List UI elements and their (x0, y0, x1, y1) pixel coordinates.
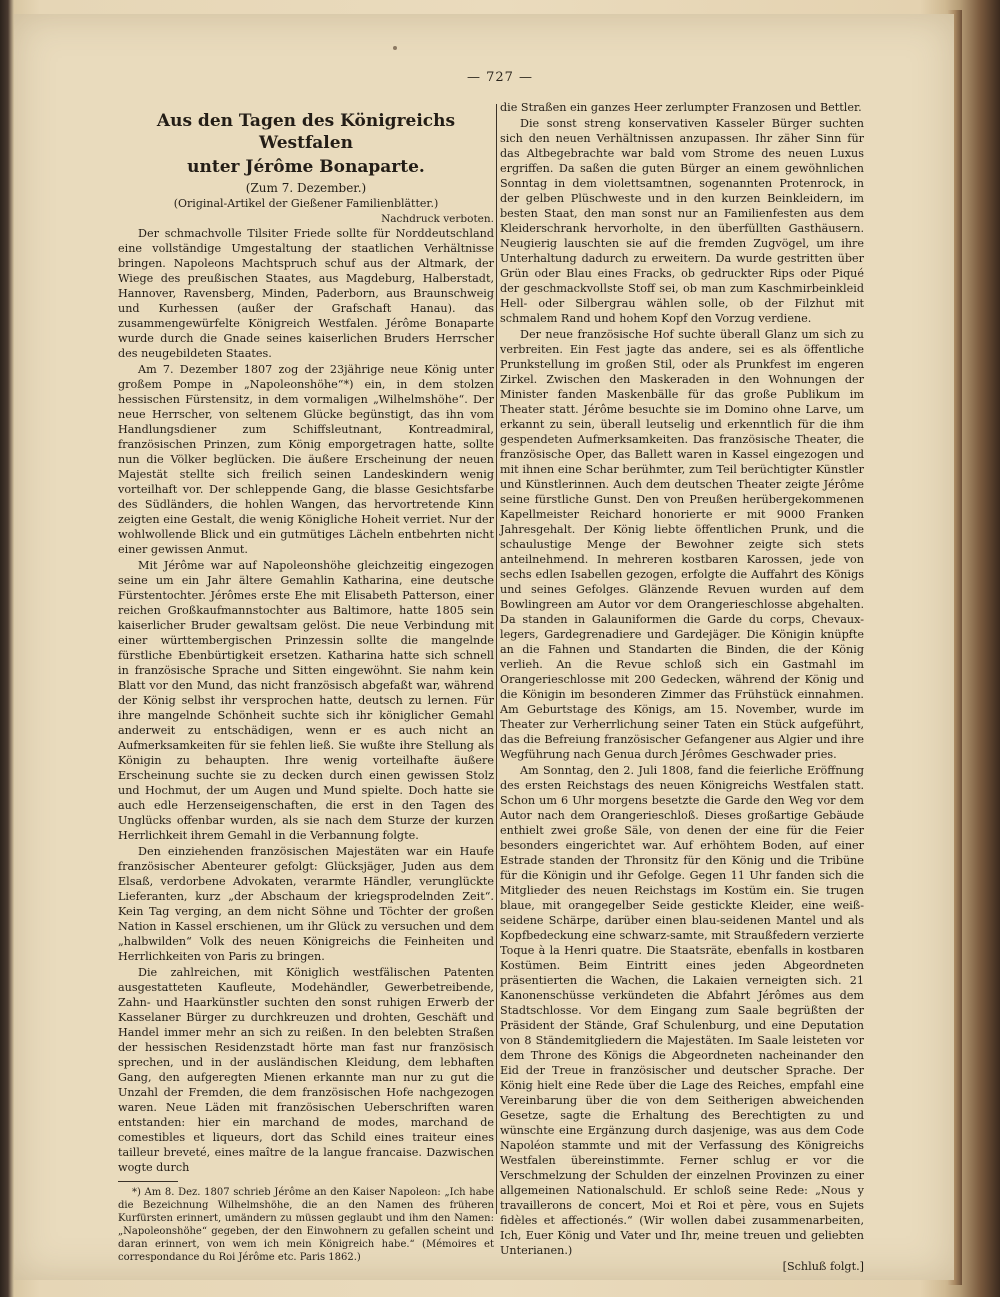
right-column (500, 100, 864, 1274)
continuation-note: [Schluß folgt.] (782, 1260, 864, 1273)
paragraph: Der neue französische Hof suchte überall Glanz um sich zu verbreiten. Ein Fest jagte das andere, sei es als öffentliche Prunkstellung im großen Stil, oder als Prunkfest im engeren Zirkel. Zwischen den Maskeraden in den Wohnungen der Minister fanden Maskenbälle für das große Publikum im Theater statt. Jérôme besuchte sie im Domino ohne Larve, um erkannt zu sein, überall leutselig und erkenntlich für die ihm gespendeten Aufmerksamkeiten. Das französische Theater, die französische Oper, das Ballett waren in Kassel eingezogen und mit ihnen eine Schar berühmter, zum Teil berüchtigter Künstler und Künstlerinnen. Auch dem deutschen Theater zeigte Jérôme seine fürstliche Gunst. Den von Preußen herübergekommenen Kapellmeister Reichard honorierte er mit 9000 Franken Jahresgehalt. Der König liebte öffentlichen Prunk, und die schaulustige Menge der Bewohner zeigte sich stets anteilnehmend. In mehreren kostbaren Karossen, jede von sechs edlen Isabellen gezogen, erfolgte die Auffahrt des Königs und seines Gefolges. Glänzende Revuen wurden auf dem Bowlingreen am Autor vor dem Orangerieschlosse abgehalten. Da standen in Galauniformen die Garde du corps, Chevaux-legers, Gardegrenadiere und Gardejäger. Die Königin knüpfte an die Fahnen und Standarten die Binden, die der König verlieh. An die Revue schloß sich ein Gastmahl im Orangerieschlosse mit 200 Gedecken, während der König und die Königin im besonderen Zimmer das Frühstück einnahmen. Am Geburtstage des Königs, am 15. November, wurde im Theater zur Verherrlichung seiner Taten ein Stück aufgeführt, das die Befreiung französischer Gefangener aus Algier und ihre Wegführung nach Genua durch Jérômes Geschwader pries. (500, 328, 864, 761)
paragraph: Die zahlreichen, mit Königlich westfälischen Patenten ausgestatteten Kaufleute, Modehändler, Gewerbetreibende, Zahn- und Haarkünstler suchten den sonst ruhigen Erwerb der Kasselaner Bürger zu durchkreuzen und drohten, Geschäft und Handel immer mehr an sich zu reißen. In den belebten Straßen der hessischen Residenzstadt hörte man fast nur französisch sprechen, und in der ausländischen Kleidung, dem lebhaften Gang, den aufgeregten Mienen erkannte man nur zu gut die Unzahl der Fremden, die dem französischen Hofe nachgezogen waren. Neue Läden mit französischen Ueberschriften waren entstanden: hier ein marchand de modes, marchand de comestibles et liqueurs, dort das Schild eines traiteur eines tailleur breveté, eines maître de la langue francaise. Dazwischen wogte durch (118, 966, 494, 1174)
article-source: (Original-Artikel der Gießener Familienblätter.) (173, 197, 439, 210)
paragraph: Die sonst streng konservativen Kasseler Bürger suchten sich den neuen Verhältnissen anzupassen. Ihr zäher Sinn für das Altbegebrachte war bald vom Strome des neuen Luxus ergriffen. Da saßen die guten Bürger an einem gewöhnlichen Sonntag in dem violettsamtnen, sogenannten Protenrock, in der gelben Plüschweste und in den kurzen Beinkleidern, im besten Staat, den man sonst nur an Familienfesten aus dem Kleiderschrank hervorholte, in den überfüllten Gasthäusern. Neugierig lauschten sie auf die fremden Zugvögel, um ihre Unterhaltung dadurch zu erweitern. Da wurde gestritten über Grün oder Blau eines Fracks, ob gedruckter Rips oder Piqué der geschmackvollste Stoff sei, ob man zum Kaschmirbeinkleid Hell- oder Silbergrau wählen solle, ob der Filzhut mit schmalem Rand und hohem Kopf den Vorzug verdiene. (500, 117, 864, 325)
footnote-rule (118, 1181, 178, 1182)
rights-note: Nachdruck verboten. (381, 213, 494, 225)
left-column (118, 100, 494, 1264)
article-title-line1: Aus den Tagen des Königreichs Westfalen (156, 111, 456, 153)
footnote: *) Am 8. Dez. 1807 schrieb Jérôme an den Kaiser Napoleon: „Ich habe die Bezeichnung Wilhelmshöhe, die an den Namen des früheren Kurfürsten erinnert, umändern zu müssen geglaubt und ihm den Namen: „Napoleonshöhe“ gegeben, der den Einwohnern zu gefallen scheint und daran erinnert, von wem ich mein Königreich habe.“ (Mémoires et correspondance du Roi Jérôme etc. Paris 1862.) (118, 1187, 494, 1263)
paragraph: Am 7. Dezember 1807 zog der 23jährige neue König unter großem Pompe in „Napoleonshöhe“*) ein, in dem stolzen hessischen Fürstensitz, in dem vormaligen „Wilhelmshöhe“. Der neue Herrscher, von seltenem Glücke begünstigt, das ihn vom Handlungsdiener zum Schiffsleutnant, Kontreadmiral, französischen Prinzen, zum König emporgetragen hatte, sollte nun die Völker beglücken. Die äußere Erscheinung der neuen Majestät stellte sich freilich seinen Landeskindern wenig vorteilhaft vor. Der schleppende Gang, die blasse Gesichtsfarbe des Südländers, die hohlen Wangen, das hervortretende Kinn zeigten eine Gestalt, die wenig Königliche Hoheit verriet. Nur der wohlwollende Blick und ein gutmütiges Lächeln entbehrten nicht einer gewissen Anmut. (118, 363, 494, 556)
print-speck (393, 46, 397, 50)
column-divider (496, 104, 497, 1214)
paragraph: die Straßen ein ganzes Heer zerlumpter Franzosen und Bettler. (500, 101, 862, 114)
paragraph: Am Sonntag, den 2. Juli 1808, fand die feierliche Eröffnung des ersten Reichstags des neuen Königreichs Westfalen statt. Schon um 6 Uhr morgens besetzte die Garde den Weg vor dem Autor nach dem Orangerieschloß. Dieses großartige Gebäude enthielt zwei große Säle, von denen der eine für die Feier besonders eingerichtet war. Auf erhöhtem Boden, auf einer Estrade standen der Thronsitz für den König und die Tribüne für die Königin und ihr Gefolge. Gegen 11 Uhr fanden sich die Mitglieder des neuen Reichstags im Kostüm ein. Sie trugen blaue, mit orangegelber Seide gestickte Kleider, eine weiß-seidene Schärpe, darüber einen blau-seidenen Mantel und als Kopfbedeckung eine schwarz-samte, mit Straußfedern verzierte Toque à la Henri quatre. Die Staatsräte, ebenfalls in kostbaren Kostümen. Beim Eintritt eines jeden Abgeordneten präsentierten die Wachen, die Lakaien verneigten sich. 21 Kanonenschüsse verkündeten die Abfahrt Jérômes aus dem Stadtschlosse. Vor dem Eingang zum Saale begrüßten der Präsident der Stände, Graf Schulenburg, und eine Deputation von 8 Ständemitgliedern die Majestäten. Im Saale leisteten vor dem Throne des Königs die Abgeordneten nacheinander den Eid der Treue in französischer und deutscher Sprache. Der König hielt eine Rede über die Lage des Reiches, empfahl eine Vereinbarung über die von dem Seitherigen abweichenden Gesetze, sagte die Erhaltung des Berechtigten zu und wünschte eine Ergänzung durch dasjenige, was aus dem Code Napoléon stammte und mit der Verfassung des Königreichs Westfalen übereinstimmte. Ferner schlug er vor die Verschmelzung der Schulden der einzelnen Provinzen zu einer allgemeinen Nationalschuld. Er schloß seine Rede: „Nous y travaillerons de concert, Moi et Roi et père, vous en Sujets fidèles et affectionés.“ (Wir wollen dabei zusammenarbeiten, Ich, Euer König und Vater und Ihr, meine treuen und geliebten Unterianen.) (500, 764, 864, 1257)
paragraph: Der schmachvolle Tilsiter Friede sollte für Norddeutschland eine vollständige Umgestaltung der staatlichen Verhältnisse bringen. Napoleons Machtspruch schuf aus der Altmark, der Wiege des preußischen Staates, aus Magdeburg, Halberstadt, Hannover, Ravensberg, Minden, Paderborn, aus Braunschweig und Kurhessen (außer der Grafschaft Hanau). das zusammengewürfelte Königreich Westfalen. Jérôme Bonaparte wurde durch die Gnade seines kaiserlichen Bruders Herrscher des neugebildeten Staates. (118, 227, 494, 360)
paragraph: Mit Jérôme war auf Napoleonshöhe gleichzeitig eingezogen seine um ein Jahr ältere Gemahlin Katharina, eine deutsche Fürstentochter. Jérômes erste Ehe mit Elisabeth Patterson, einer reichen Großkaufmannstochter aus Baltimore, hatte 1805 sein kaiserlicher Bruder gewaltsam gelöst. Die neue Verbindung mit einer württembergischen Prinzessin sollte die mangelnde fürstliche Ebenbürtigkeit ersetzen. Katharina hatte sich schnell in französische Sprache und Sitten eingewöhnt. Sie nahm kein Blatt vor den Mund, das nicht französisch abgefaßt war, während der König selbst ihr versprochen hatte, deutsch zu lernen. Für ihre mangelnde Schönheit suchte sich ihr königlicher Gemahl anderweit zu entschädigen, wenn er es auch nicht an Aufmerksamkeiten für sie fehlen ließ. Sie wußte ihre Stellung als Königin zu behaupten. Ihre wenig vorteilhafte äußere Erscheinung suchte sie zu decken durch einen gewissen Stolz und Hochmut, der um Augen und Mund spielte. Doch hatte sie auch edle Herzenseigenschaften, die erst in den Tagen des Unglücks offenbar wurden, als sie nach dem Sturze der kurzen Herrlichkeit ihrem Gemahl in die Verbannung folgte. (118, 559, 494, 842)
article-occasion: (Zum 7. Dezember.) (245, 181, 367, 195)
paragraph: Den einziehenden französischen Majestäten war ein Haufe französischer Abenteurer gefolgt: Glücksjäger, Juden aus dem Elsaß, verdorbene Advokaten, verarmte Händler, verunglückte Lieferanten, kurz „der Abschaum der kriegsprodelnden Zeit“. Kein Tag verging, an dem nicht Söhne und Töchter der großen Nation in Kassel erschienen, um ihr Glück zu versuchen und dem „halbwilden“ Volk des neuen Königreichs die Feinheiten und Herrlichkeiten von Paris zu bringen. (118, 845, 494, 963)
page-number: — 727 — (466, 70, 534, 85)
article-title-line2: unter Jérôme Bonaparte. (187, 157, 425, 177)
